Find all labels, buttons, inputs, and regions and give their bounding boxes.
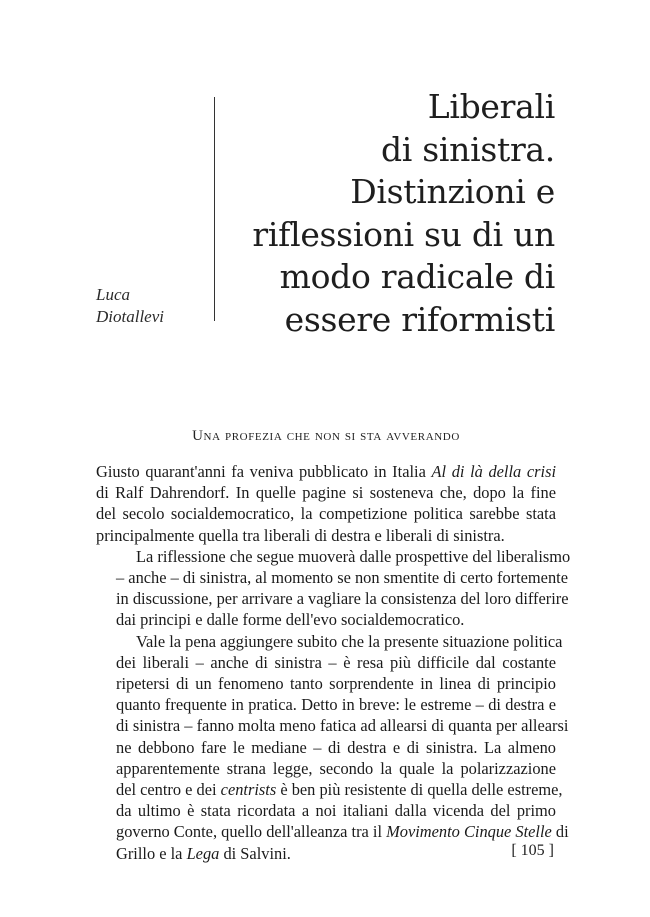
text-line: dai principi e dalle forme dell'evo socialdemocratico. [116, 610, 465, 630]
text-line: di Ralf Dahrendorf. In quelle pagine si sosteneva che, dopo la fine [96, 483, 556, 503]
text-line: in discussione, per arrivare a vagliare la consistenza del loro differire [116, 589, 569, 609]
italic-title: Al di là della crisi [431, 462, 557, 481]
title-line: essere riformisti [284, 299, 555, 339]
italic-title: Lega [186, 843, 220, 863]
text-line: Vale la pena aggiungere subito che la presente situazione politica [136, 631, 563, 651]
author-first-name: Luca [96, 285, 130, 304]
text-line: da ultimo è stata ricordata a noi italiani dalla vicenda del primo [116, 801, 556, 821]
text-line: ne debbono fare le mediane – di destra e di sinistra. La almeno [116, 737, 556, 757]
text-line: La riflessione che segue muoverà dalle prospettive del liberalismo [136, 546, 571, 566]
author-last-name: Diotallevi [96, 307, 164, 326]
text-line: apparentemente strana legge, secondo la quale la polarizzazione [116, 758, 556, 778]
italic-title: centrists [220, 780, 277, 800]
page-number: [ 105 ] [511, 842, 554, 859]
title-line: Liberali [427, 87, 555, 126]
text-line: quanto frequente in pratica. Detto in breve: le estreme – di destra e [116, 695, 556, 715]
author-name [96, 284, 164, 328]
section-heading: Una profezia che non si sta avverando [192, 428, 460, 444]
text-line: di sinistra – fanno molta meno fatica ad allearsi di quanta per allearsi [116, 716, 569, 736]
text-line: del secolo socialdemocratico, la competizione politica sarebbe stata [96, 504, 556, 524]
text-line: – anche – di sinistra, al momento se non smentite di certo fortemente [116, 568, 568, 588]
text-line: principalmente quella tra liberali di destra e liberali di sinistra. [96, 525, 505, 545]
text-line: governo Conte, quello dell'alleanza tra il Movimento Cinque Stelle di [116, 822, 569, 842]
text-line: del centro e dei centrists è ben più resistente di quella delle estreme, [116, 780, 563, 800]
italic-title: Movimento Cinque Stelle [386, 822, 552, 842]
text-line: Giusto quarant'anni fa veniva pubblicato in Italia Al di là della crisi [96, 462, 557, 481]
paragraph [96, 631, 569, 864]
vertical-divider [214, 97, 215, 321]
text-line: Grillo e la Lega di Salvini. [116, 843, 291, 863]
text-line: dei liberali – anche di sinistra – è resa più difficile dal costante [116, 652, 556, 672]
title-line: modo radicale di [279, 257, 555, 296]
paragraph [96, 546, 571, 631]
title-line: Distinzioni e [350, 172, 555, 211]
text-line: ripetersi di un fenomeno tanto sorprendente in linea di principio [116, 674, 556, 694]
paragraph [96, 461, 556, 546]
title-line: di sinistra. [380, 129, 555, 169]
article-title [225, 86, 555, 341]
body-text [96, 461, 571, 864]
title-line: riflessioni su di un [252, 214, 555, 254]
